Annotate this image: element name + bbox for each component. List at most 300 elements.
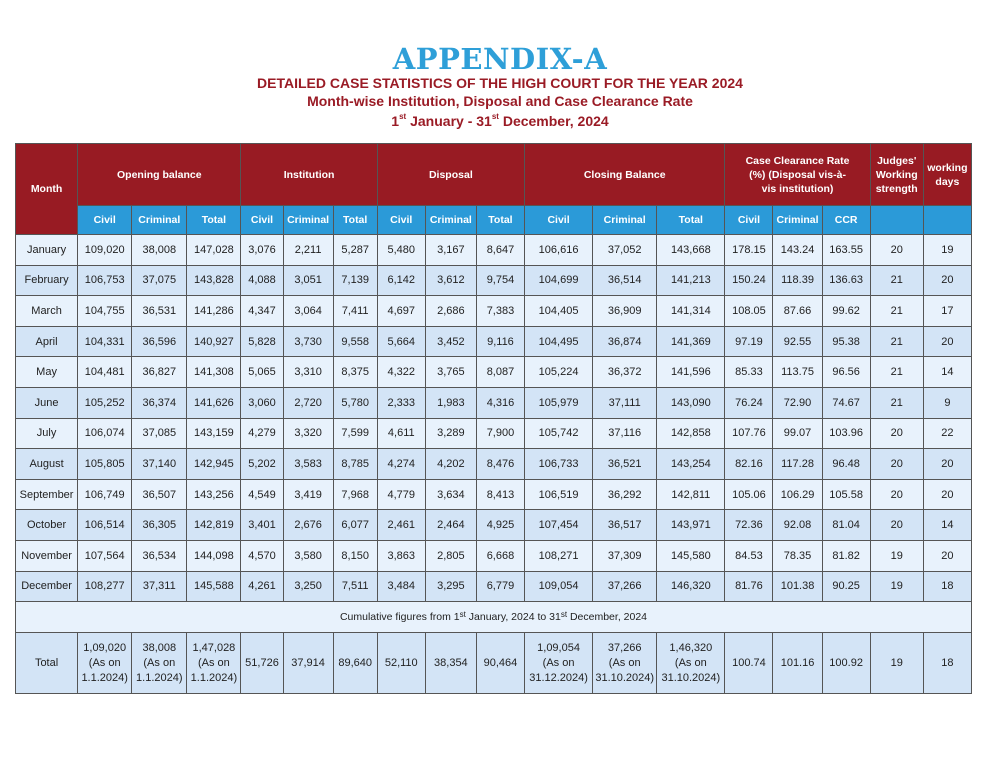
value-cell: 2,686: [425, 296, 476, 327]
ccr-header: Case Clearance Rate (%) (Disposal vis-à-vis institution): [725, 144, 870, 206]
value-cell: 36,292: [593, 479, 657, 510]
total-judges-cell: 19: [870, 633, 923, 694]
opening-balance-header: Opening balance: [78, 144, 241, 206]
total-line: 38,008: [142, 641, 177, 654]
value-cell: 3,580: [283, 540, 333, 571]
month-cell: January: [16, 235, 78, 266]
total-label: Total: [16, 633, 78, 694]
cumulative-caption: Cumulative figures from 1st January, 2024 to 31st December, 2024: [16, 602, 972, 633]
total-line: (As on: [88, 656, 121, 669]
month-cell: September: [16, 479, 78, 510]
value-cell: 136.63: [822, 265, 870, 296]
value-cell: 101.38: [773, 571, 822, 602]
case-statistics-table: [15, 143, 972, 694]
value-cell: 3,863: [377, 540, 425, 571]
value-cell: 8,785: [333, 449, 377, 480]
value-cell: 81.76: [725, 571, 773, 602]
value-cell: 92.08: [773, 510, 822, 541]
value-cell: 21: [870, 326, 923, 357]
value-cell: 143.24: [773, 235, 822, 266]
group-header-row: [16, 144, 972, 206]
subheader-cell: Total: [333, 206, 377, 235]
value-cell: 21: [870, 357, 923, 388]
appendix-title: APPENDIX-A: [392, 42, 608, 76]
value-cell: 107,454: [525, 510, 593, 541]
value-cell: 38,008: [132, 235, 187, 266]
working-days-header: working days: [923, 144, 971, 206]
month-cell: March: [16, 296, 78, 327]
subheader-cell: Criminal: [425, 206, 476, 235]
value-cell: 74.67: [822, 387, 870, 418]
month-cell: April: [16, 326, 78, 357]
table-row: [16, 296, 972, 327]
value-cell: 117.28: [773, 449, 822, 480]
report-period: 1st January - 31st December, 2024: [391, 112, 609, 129]
value-cell: 2,676: [283, 510, 333, 541]
value-cell: 106,514: [78, 510, 132, 541]
value-cell: 143,971: [657, 510, 725, 541]
month-cell: August: [16, 449, 78, 480]
value-cell: 3,250: [283, 571, 333, 602]
month-cell: May: [16, 357, 78, 388]
value-cell: 141,369: [657, 326, 725, 357]
total-line: (As on: [542, 656, 575, 669]
value-cell: 7,599: [333, 418, 377, 449]
month-cell: July: [16, 418, 78, 449]
total-line: 1,09,020: [83, 641, 127, 654]
value-cell: 8,087: [476, 357, 524, 388]
value-cell: 146,320: [657, 571, 725, 602]
value-cell: 3,076: [241, 235, 283, 266]
value-cell: 147,028: [187, 235, 241, 266]
value-cell: 36,874: [593, 326, 657, 357]
value-cell: 19: [870, 571, 923, 602]
value-cell: 105,252: [78, 387, 132, 418]
value-cell: 143,254: [657, 449, 725, 480]
total-disposal-total-cell: 90,464: [476, 633, 524, 694]
value-cell: 6,142: [377, 265, 425, 296]
month-cell: November: [16, 540, 78, 571]
total-disposal-civil-cell: 52,110: [377, 633, 425, 694]
value-cell: 21: [870, 387, 923, 418]
value-cell: 99.62: [822, 296, 870, 327]
table-row: [16, 540, 972, 571]
value-cell: 109,020: [78, 235, 132, 266]
value-cell: 6,668: [476, 540, 524, 571]
value-cell: 3,765: [425, 357, 476, 388]
value-cell: 106,733: [525, 449, 593, 480]
value-cell: 142,819: [187, 510, 241, 541]
table-row: [16, 479, 972, 510]
total-closing-total-cell: [657, 633, 725, 694]
value-cell: 3,310: [283, 357, 333, 388]
value-cell: 21: [870, 296, 923, 327]
subheader-empty-cell: [870, 206, 923, 235]
subheader-cell: Criminal: [283, 206, 333, 235]
value-cell: 96.48: [822, 449, 870, 480]
value-cell: 143,159: [187, 418, 241, 449]
value-cell: 20: [870, 235, 923, 266]
value-cell: 37,311: [132, 571, 187, 602]
value-cell: 7,383: [476, 296, 524, 327]
value-cell: 99.07: [773, 418, 822, 449]
value-cell: 9: [923, 387, 971, 418]
value-cell: 36,534: [132, 540, 187, 571]
value-cell: 141,286: [187, 296, 241, 327]
table-row: [16, 418, 972, 449]
value-cell: 145,580: [657, 540, 725, 571]
total-opening-civil-cell: [78, 633, 132, 694]
value-cell: 36,374: [132, 387, 187, 418]
sub-header-row: [16, 206, 972, 235]
value-cell: 37,266: [593, 571, 657, 602]
value-cell: 144,098: [187, 540, 241, 571]
value-cell: 20: [923, 479, 971, 510]
value-cell: 7,968: [333, 479, 377, 510]
value-cell: 141,596: [657, 357, 725, 388]
value-cell: 36,305: [132, 510, 187, 541]
value-cell: 4,274: [377, 449, 425, 480]
total-line: 1.1.2024): [190, 671, 238, 684]
cumulative-row: [16, 602, 972, 633]
value-cell: 104,495: [525, 326, 593, 357]
closing-balance-header: Closing Balance: [525, 144, 725, 206]
value-cell: 106,753: [78, 265, 132, 296]
value-cell: 142,858: [657, 418, 725, 449]
value-cell: 106,519: [525, 479, 593, 510]
value-cell: 143,668: [657, 235, 725, 266]
value-cell: 4,279: [241, 418, 283, 449]
value-cell: 6,779: [476, 571, 524, 602]
table-row: [16, 449, 972, 480]
value-cell: 97.19: [725, 326, 773, 357]
value-cell: 84.53: [725, 540, 773, 571]
value-cell: 92.55: [773, 326, 822, 357]
value-cell: 20: [923, 265, 971, 296]
total-line: 31.10.2024): [661, 671, 721, 684]
value-cell: 4,088: [241, 265, 283, 296]
value-cell: 20: [870, 449, 923, 480]
table-body: [16, 235, 972, 694]
value-cell: 1,983: [425, 387, 476, 418]
subheader-cell: Civil: [78, 206, 132, 235]
total-line: 1,47,028: [192, 641, 236, 654]
value-cell: 3,064: [283, 296, 333, 327]
value-cell: 143,256: [187, 479, 241, 510]
value-cell: 2,461: [377, 510, 425, 541]
value-cell: 3,484: [377, 571, 425, 602]
value-cell: 104,755: [78, 296, 132, 327]
value-cell: 2,464: [425, 510, 476, 541]
table-row: [16, 265, 972, 296]
value-cell: 150.24: [725, 265, 773, 296]
value-cell: 37,085: [132, 418, 187, 449]
value-cell: 145,588: [187, 571, 241, 602]
value-cell: 37,052: [593, 235, 657, 266]
value-cell: 37,140: [132, 449, 187, 480]
subheader-cell: Criminal: [593, 206, 657, 235]
value-cell: 163.55: [822, 235, 870, 266]
value-cell: 103.96: [822, 418, 870, 449]
value-cell: 3,419: [283, 479, 333, 510]
value-cell: 85.33: [725, 357, 773, 388]
value-cell: 6,077: [333, 510, 377, 541]
value-cell: 104,699: [525, 265, 593, 296]
value-cell: 76.24: [725, 387, 773, 418]
value-cell: 3,295: [425, 571, 476, 602]
value-cell: 105.58: [822, 479, 870, 510]
value-cell: 19: [923, 235, 971, 266]
total-line: 31.12.2024): [529, 671, 588, 684]
total-row: [16, 633, 972, 694]
value-cell: 36,514: [593, 265, 657, 296]
value-cell: 36,909: [593, 296, 657, 327]
month-cell: October: [16, 510, 78, 541]
total-line: (As on: [674, 656, 707, 669]
total-line: 37,266: [607, 641, 642, 654]
value-cell: 20: [923, 540, 971, 571]
value-cell: 3,289: [425, 418, 476, 449]
total-line: (As on: [198, 656, 230, 669]
value-cell: 3,051: [283, 265, 333, 296]
value-cell: 17: [923, 296, 971, 327]
value-cell: 4,202: [425, 449, 476, 480]
value-cell: 105,742: [525, 418, 593, 449]
value-cell: 109,054: [525, 571, 593, 602]
value-cell: 72.36: [725, 510, 773, 541]
value-cell: 36,372: [593, 357, 657, 388]
value-cell: 5,780: [333, 387, 377, 418]
value-cell: 118.39: [773, 265, 822, 296]
total-line: (As on: [608, 656, 641, 669]
value-cell: 107,564: [78, 540, 132, 571]
subheader-empty-cell: [923, 206, 971, 235]
total-disposal-criminal-cell: 38,354: [425, 633, 476, 694]
value-cell: 3,730: [283, 326, 333, 357]
value-cell: 20: [870, 479, 923, 510]
subheader-cell: Civil: [725, 206, 773, 235]
total-line: 31.10.2024): [595, 671, 655, 684]
value-cell: 140,927: [187, 326, 241, 357]
value-cell: 113.75: [773, 357, 822, 388]
value-cell: 142,811: [657, 479, 725, 510]
table-row: [16, 510, 972, 541]
total-line: (As on: [143, 656, 176, 669]
total-days-cell: 18: [923, 633, 971, 694]
table-row: [16, 235, 972, 266]
value-cell: 18: [923, 571, 971, 602]
value-cell: 108,271: [525, 540, 593, 571]
value-cell: 3,060: [241, 387, 283, 418]
value-cell: 106.29: [773, 479, 822, 510]
value-cell: 5,287: [333, 235, 377, 266]
value-cell: 8,413: [476, 479, 524, 510]
value-cell: 4,549: [241, 479, 283, 510]
value-cell: 7,900: [476, 418, 524, 449]
total-line: 1,09,054: [537, 641, 580, 654]
subheader-cell: Criminal: [773, 206, 822, 235]
total-ccr-criminal-cell: 101.16: [773, 633, 822, 694]
value-cell: 8,476: [476, 449, 524, 480]
value-cell: 36,531: [132, 296, 187, 327]
value-cell: 105,979: [525, 387, 593, 418]
value-cell: 108.05: [725, 296, 773, 327]
value-cell: 96.56: [822, 357, 870, 388]
value-cell: 142,945: [187, 449, 241, 480]
value-cell: 5,065: [241, 357, 283, 388]
value-cell: 4,697: [377, 296, 425, 327]
value-cell: 141,213: [657, 265, 725, 296]
value-cell: 3,452: [425, 326, 476, 357]
subheader-cell: CCR: [822, 206, 870, 235]
month-header: Month: [16, 144, 78, 235]
value-cell: 4,322: [377, 357, 425, 388]
report-title: DETAILED CASE STATISTICS OF THE HIGH COURT FOR THE YEAR 2024: [257, 75, 743, 91]
value-cell: 3,320: [283, 418, 333, 449]
value-cell: 5,664: [377, 326, 425, 357]
value-cell: 104,331: [78, 326, 132, 357]
value-cell: 143,828: [187, 265, 241, 296]
value-cell: 105,805: [78, 449, 132, 480]
value-cell: 90.25: [822, 571, 870, 602]
value-cell: 3,167: [425, 235, 476, 266]
value-cell: 37,111: [593, 387, 657, 418]
total-opening-criminal-cell: [132, 633, 187, 694]
value-cell: 8,150: [333, 540, 377, 571]
value-cell: 141,308: [187, 357, 241, 388]
subheader-cell: Criminal: [132, 206, 187, 235]
value-cell: 4,779: [377, 479, 425, 510]
total-closing-civil-cell: [525, 633, 593, 694]
value-cell: 4,347: [241, 296, 283, 327]
value-cell: 78.35: [773, 540, 822, 571]
total-institution-civil-cell: 51,726: [241, 633, 283, 694]
value-cell: 36,521: [593, 449, 657, 480]
value-cell: 4,316: [476, 387, 524, 418]
value-cell: 37,075: [132, 265, 187, 296]
value-cell: 19: [870, 540, 923, 571]
subheader-cell: Total: [476, 206, 524, 235]
value-cell: 178.15: [725, 235, 773, 266]
report-subtitle: Month-wise Institution, Disposal and Case Clearance Rate: [307, 93, 693, 109]
table-row: [16, 326, 972, 357]
value-cell: 2,211: [283, 235, 333, 266]
value-cell: 104,405: [525, 296, 593, 327]
value-cell: 37,309: [593, 540, 657, 571]
value-cell: 37,116: [593, 418, 657, 449]
total-line: 1.1.2024): [81, 671, 128, 684]
value-cell: 21: [870, 265, 923, 296]
value-cell: 36,596: [132, 326, 187, 357]
value-cell: 2,720: [283, 387, 333, 418]
value-cell: 9,558: [333, 326, 377, 357]
value-cell: 8,647: [476, 235, 524, 266]
value-cell: 8,375: [333, 357, 377, 388]
subheader-cell: Civil: [241, 206, 283, 235]
subheader-cell: Civil: [525, 206, 593, 235]
value-cell: 141,314: [657, 296, 725, 327]
table-row: [16, 387, 972, 418]
value-cell: 106,749: [78, 479, 132, 510]
value-cell: 106,616: [525, 235, 593, 266]
value-cell: 3,401: [241, 510, 283, 541]
value-cell: 14: [923, 510, 971, 541]
month-cell: June: [16, 387, 78, 418]
subheader-cell: Total: [657, 206, 725, 235]
total-closing-criminal-cell: [593, 633, 657, 694]
value-cell: 14: [923, 357, 971, 388]
value-cell: 36,827: [132, 357, 187, 388]
value-cell: 106,074: [78, 418, 132, 449]
value-cell: 7,139: [333, 265, 377, 296]
value-cell: 4,570: [241, 540, 283, 571]
value-cell: 9,116: [476, 326, 524, 357]
total-institution-criminal-cell: 37,914: [283, 633, 333, 694]
value-cell: 7,411: [333, 296, 377, 327]
value-cell: 36,517: [593, 510, 657, 541]
value-cell: 36,507: [132, 479, 187, 510]
value-cell: 2,333: [377, 387, 425, 418]
table-row: [16, 571, 972, 602]
table-row: [16, 357, 972, 388]
value-cell: 9,754: [476, 265, 524, 296]
value-cell: 20: [923, 326, 971, 357]
total-institution-total-cell: 89,640: [333, 633, 377, 694]
value-cell: 105.06: [725, 479, 773, 510]
value-cell: 20: [923, 449, 971, 480]
value-cell: 104,481: [78, 357, 132, 388]
value-cell: 87.66: [773, 296, 822, 327]
value-cell: 4,925: [476, 510, 524, 541]
value-cell: 20: [870, 510, 923, 541]
value-cell: 4,611: [377, 418, 425, 449]
subheader-cell: Total: [187, 206, 241, 235]
value-cell: 72.90: [773, 387, 822, 418]
value-cell: 108,277: [78, 571, 132, 602]
value-cell: 7,511: [333, 571, 377, 602]
disposal-header: Disposal: [377, 144, 524, 206]
value-cell: 20: [870, 418, 923, 449]
value-cell: 143,090: [657, 387, 725, 418]
total-ccr-civil-cell: 100.74: [725, 633, 773, 694]
month-cell: December: [16, 571, 78, 602]
value-cell: 5,828: [241, 326, 283, 357]
value-cell: 5,202: [241, 449, 283, 480]
value-cell: 3,634: [425, 479, 476, 510]
total-ccr-total-cell: 100.92: [822, 633, 870, 694]
total-line: 1,46,320: [669, 641, 713, 654]
total-opening-total-cell: [187, 633, 241, 694]
judges-header: Judges' Working strength: [870, 144, 923, 206]
value-cell: 95.38: [822, 326, 870, 357]
value-cell: 141,626: [187, 387, 241, 418]
value-cell: 5,480: [377, 235, 425, 266]
value-cell: 2,805: [425, 540, 476, 571]
institution-header: Institution: [241, 144, 377, 206]
value-cell: 22: [923, 418, 971, 449]
value-cell: 3,612: [425, 265, 476, 296]
value-cell: 82.16: [725, 449, 773, 480]
value-cell: 4,261: [241, 571, 283, 602]
value-cell: 105,224: [525, 357, 593, 388]
value-cell: 81.04: [822, 510, 870, 541]
total-line: 1.1.2024): [136, 671, 183, 684]
value-cell: 107.76: [725, 418, 773, 449]
month-cell: February: [16, 265, 78, 296]
value-cell: 81.82: [822, 540, 870, 571]
value-cell: 3,583: [283, 449, 333, 480]
subheader-cell: Civil: [377, 206, 425, 235]
